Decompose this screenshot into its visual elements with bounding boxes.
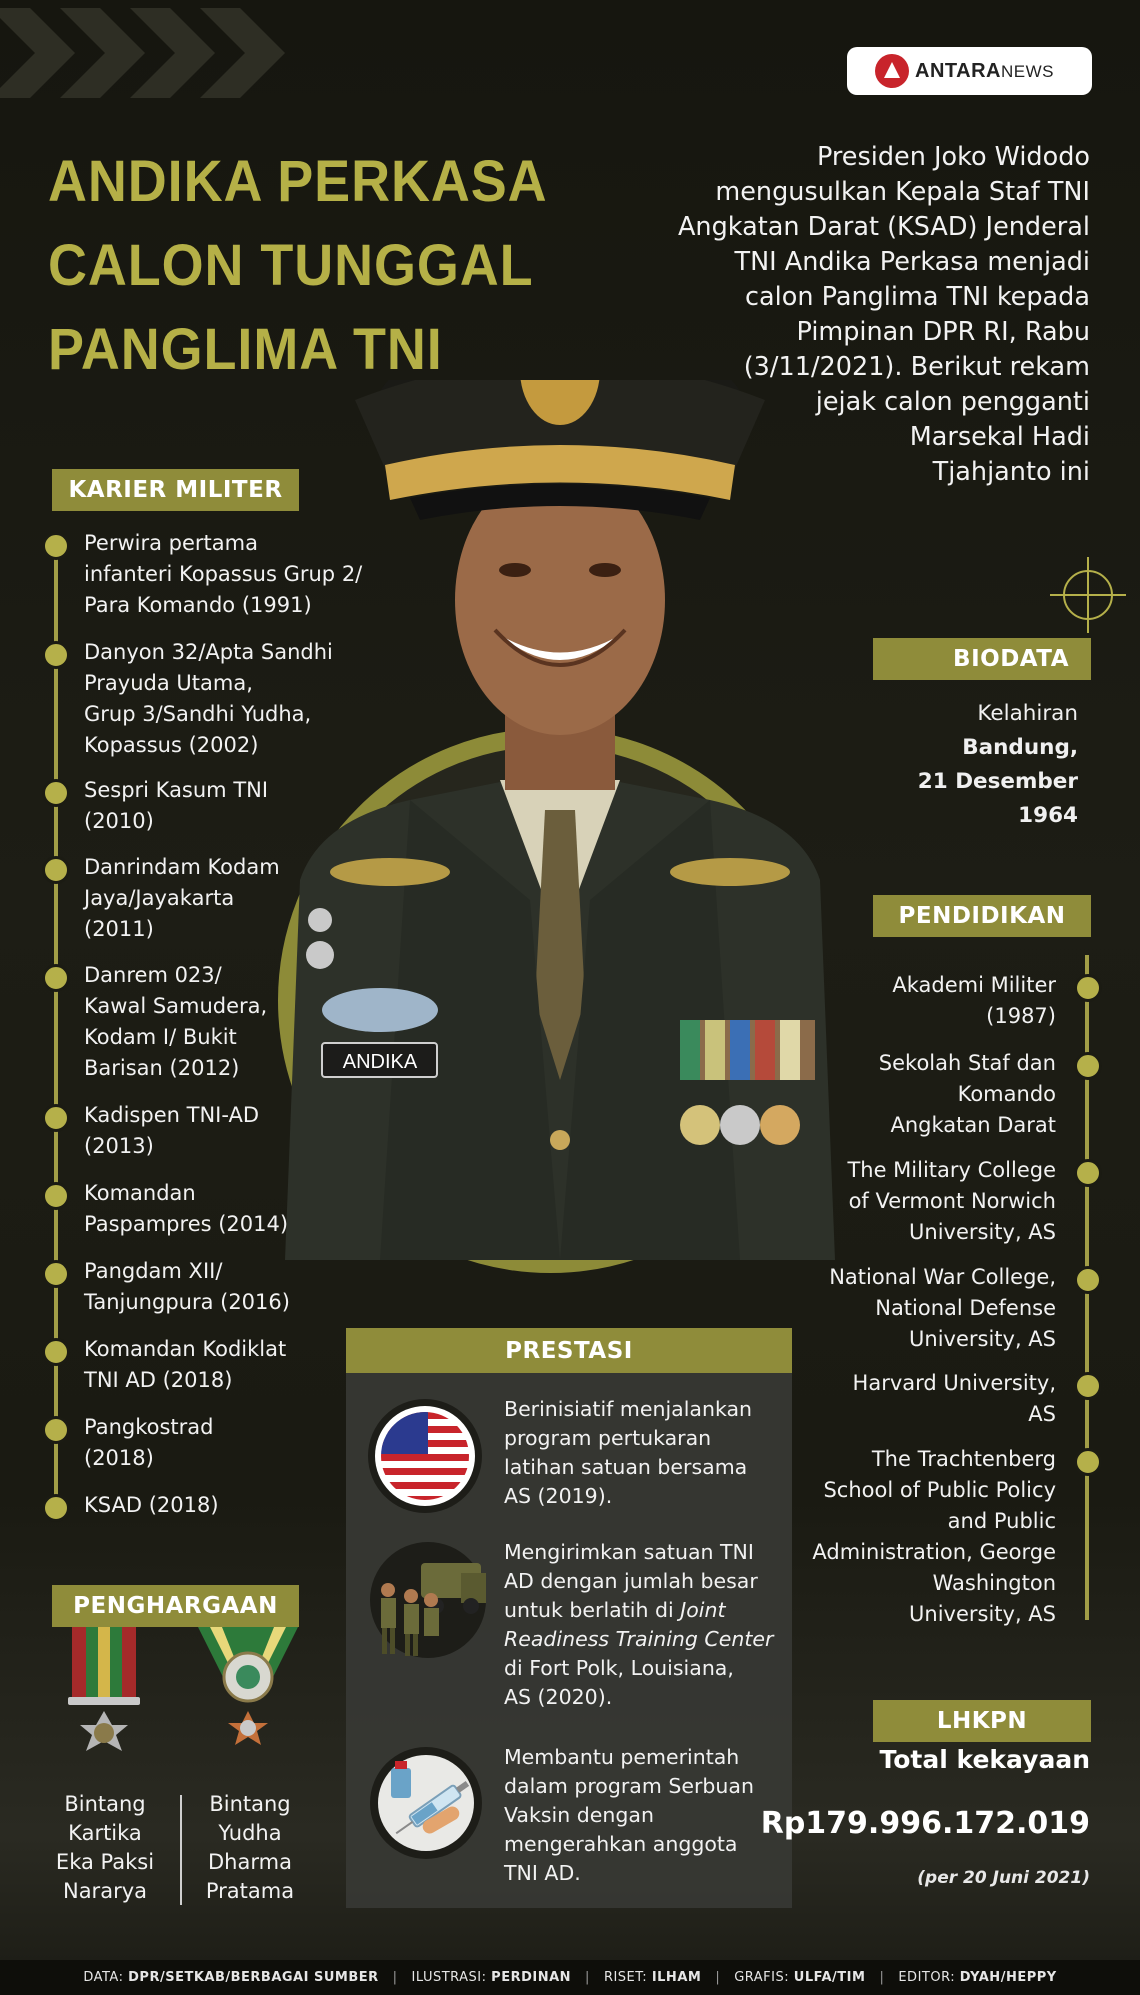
medal-yudha-icon xyxy=(198,1627,298,1777)
timeline-dot xyxy=(1074,1448,1102,1476)
timeline-dot xyxy=(42,532,70,560)
career-item-text: Pangkostrad (2018) xyxy=(84,1415,214,1470)
career-item xyxy=(42,775,414,837)
career-item xyxy=(42,852,414,945)
lhkpn-note: (per 20 Juni 2021) xyxy=(917,1868,1090,1888)
education-item-text: The Military College of Vermont Norwich University, AS xyxy=(847,1158,1056,1244)
timeline-dot xyxy=(42,1338,70,1366)
prestasi-panel xyxy=(346,1373,792,1908)
antara-news-logo[interactable] xyxy=(847,47,1092,95)
logo-text: ANTARANEWS xyxy=(915,59,1054,82)
biodata-birth xyxy=(918,697,1078,833)
prestasi-heading: PRESTASI xyxy=(346,1328,792,1373)
intro-line: mengusulkan Kepala Staf TNI xyxy=(715,177,1090,207)
title-line: PANGLIMA TNI xyxy=(48,317,443,382)
awards-heading: PENGHARGAAN xyxy=(52,1585,299,1627)
timeline-dot xyxy=(1074,1372,1102,1400)
chevron-decoration-icon xyxy=(0,8,290,98)
timeline-dot xyxy=(42,1260,70,1288)
career-item-text: Danrem 023/ Kawal Samudera, Kodam I/ Bukit Barisan (2012) xyxy=(84,963,268,1080)
timeline-dot xyxy=(42,641,70,669)
career-item xyxy=(42,1178,414,1240)
education-item-text: The Trachtenberg School of Public Policy and Public Administration, George Washington University, AS xyxy=(812,1447,1056,1626)
us-flag-icon xyxy=(366,1397,484,1515)
career-item xyxy=(42,960,414,1084)
prestasi-item: Membantu pemerintah dalam program Serbuan Vaksin dengan mengerahkan anggota TNI AD. xyxy=(504,1745,754,1885)
career-item-text: Perwira pertama infanteri Kopassus Grup 2/ Para Komando (1991) xyxy=(84,531,363,617)
birth-date: 21 Desember xyxy=(917,769,1078,794)
credits-footer: DATA: DPR/SETKAB/BERBAGAI SUMBER | ILUSTRASI: PERDINAN | RISET: ILHAM | GRAFIS: ULFA/TIM | EDITOR: DYAH/HEPPY xyxy=(0,1960,1140,1995)
birth-place: Bandung, xyxy=(962,735,1078,760)
credit-riset: RISET: ILHAM xyxy=(603,1970,702,1985)
education-item-text: Akademi Militer (1987) xyxy=(892,973,1056,1028)
intro-line: jejak calon pengganti xyxy=(815,387,1090,417)
soldiers-truck-icon xyxy=(366,1538,496,1668)
career-item-text: Pangdam XII/ Tanjungpura (2016) xyxy=(84,1259,290,1314)
career-item-text: Danrindam Kodam Jaya/Jayakarta (2011) xyxy=(84,855,280,941)
award-divider xyxy=(180,1795,182,1905)
career-item-text: Komandan Kodiklat TNI AD (2018) xyxy=(84,1337,287,1392)
intro-line: Tjahjanto ini xyxy=(932,457,1090,487)
timeline-dot xyxy=(42,856,70,884)
timeline-dot xyxy=(1074,1159,1102,1187)
biodata-heading: BIODATA xyxy=(873,638,1091,680)
vaccine-syringe-icon xyxy=(366,1743,486,1863)
career-item-text: Komandan Paspampres (2014) xyxy=(84,1181,289,1236)
intro-line: Marsekal Hadi xyxy=(909,422,1090,452)
prestasi-item: Berinisiatif menjalankan program pertukaran latihan satuan bersama AS (2019). xyxy=(504,1397,753,1508)
intro-line: Presiden Joko Widodo xyxy=(816,142,1090,172)
title-line: CALON TUNGGAL xyxy=(48,233,534,298)
career-heading: KARIER MILITER xyxy=(52,469,299,511)
crosshair-icon xyxy=(1050,557,1126,633)
intro-line: Angkatan Darat (KSAD) Jenderal xyxy=(677,212,1090,242)
career-item xyxy=(42,1256,414,1318)
timeline-dot xyxy=(42,1104,70,1132)
education-item xyxy=(892,970,1102,1032)
birth-label: Kelahiran xyxy=(977,701,1078,726)
education-item xyxy=(829,1262,1102,1355)
career-item xyxy=(42,637,414,761)
intro-line: (3/11/2021). Berikut rekam xyxy=(743,352,1090,382)
credit-grafis: GRAFIS: ULFA/TIM xyxy=(734,1970,866,1985)
page-title xyxy=(48,140,548,392)
award-label: Bintang Yudha Dharma Pratama xyxy=(205,1792,295,1903)
education-item-text: Sekolah Staf dan Komando Angkatan Darat xyxy=(878,1051,1056,1137)
intro-line: calon Panglima TNI kepada xyxy=(745,282,1090,312)
education-item-text: National War College, National Defense University, AS xyxy=(829,1265,1056,1351)
education-item xyxy=(879,1048,1102,1141)
medal-kartika-icon xyxy=(58,1627,150,1777)
timeline-dot xyxy=(1074,1052,1102,1080)
credit-ilustrasi: ILUSTRASI: PERDINAN xyxy=(411,1970,572,1985)
career-item xyxy=(42,1100,414,1162)
education-item xyxy=(847,1155,1102,1248)
career-item-text: Kadispen TNI-AD (2013) xyxy=(84,1103,259,1158)
intro-line: TNI Andika Perkasa menjadi xyxy=(734,247,1090,277)
career-item xyxy=(42,528,414,621)
education-item xyxy=(853,1368,1102,1430)
education-item xyxy=(812,1444,1102,1630)
antara-logo-icon xyxy=(875,54,909,88)
career-item-text: Danyon 32/Apta Sandhi Prayuda Utama, Grup 3/Sandhi Yudha, Kopassus (2002) xyxy=(84,640,333,757)
intro-line: Pimpinan DPR RI, Rabu xyxy=(796,317,1090,347)
lhkpn-label: Total kekayaan xyxy=(879,1745,1090,1774)
timeline-dot xyxy=(42,1494,70,1522)
credit-editor: EDITOR: DYAH/HEPPY xyxy=(898,1970,1057,1985)
timeline-dot xyxy=(42,779,70,807)
prestasi-item: Mengirimkan satuan TNI AD dengan jumlah besar untuk berlatih di Joint Readiness Training Center di Fort Polk, Louisiana, AS (2020). xyxy=(504,1540,774,1709)
timeline-dot xyxy=(1074,1266,1102,1294)
lhkpn-heading: LHKPN xyxy=(873,1700,1091,1742)
award-label: Bintang Kartika Eka Paksi Nararya xyxy=(55,1792,155,1903)
credit-data: DATA: DPR/SETKAB/BERBAGAI SUMBER xyxy=(83,1970,379,1985)
timeline-dot xyxy=(42,1416,70,1444)
nameplate-text: ANDIKA xyxy=(342,1051,418,1073)
education-heading: PENDIDIKAN xyxy=(873,895,1091,937)
timeline-dot xyxy=(1074,974,1102,1002)
title-line: ANDIKA PERKASA xyxy=(48,149,548,214)
lhkpn-value: Rp179.996.172.019 xyxy=(760,1806,1090,1841)
career-item-text: KSAD (2018) xyxy=(84,1493,219,1517)
career-item-text: Sespri Kasum TNI (2010) xyxy=(84,778,269,833)
education-item-text: Harvard University, AS xyxy=(852,1371,1056,1426)
timeline-dot xyxy=(42,1182,70,1210)
birth-year: 1964 xyxy=(1018,803,1078,828)
timeline-dot xyxy=(42,964,70,992)
